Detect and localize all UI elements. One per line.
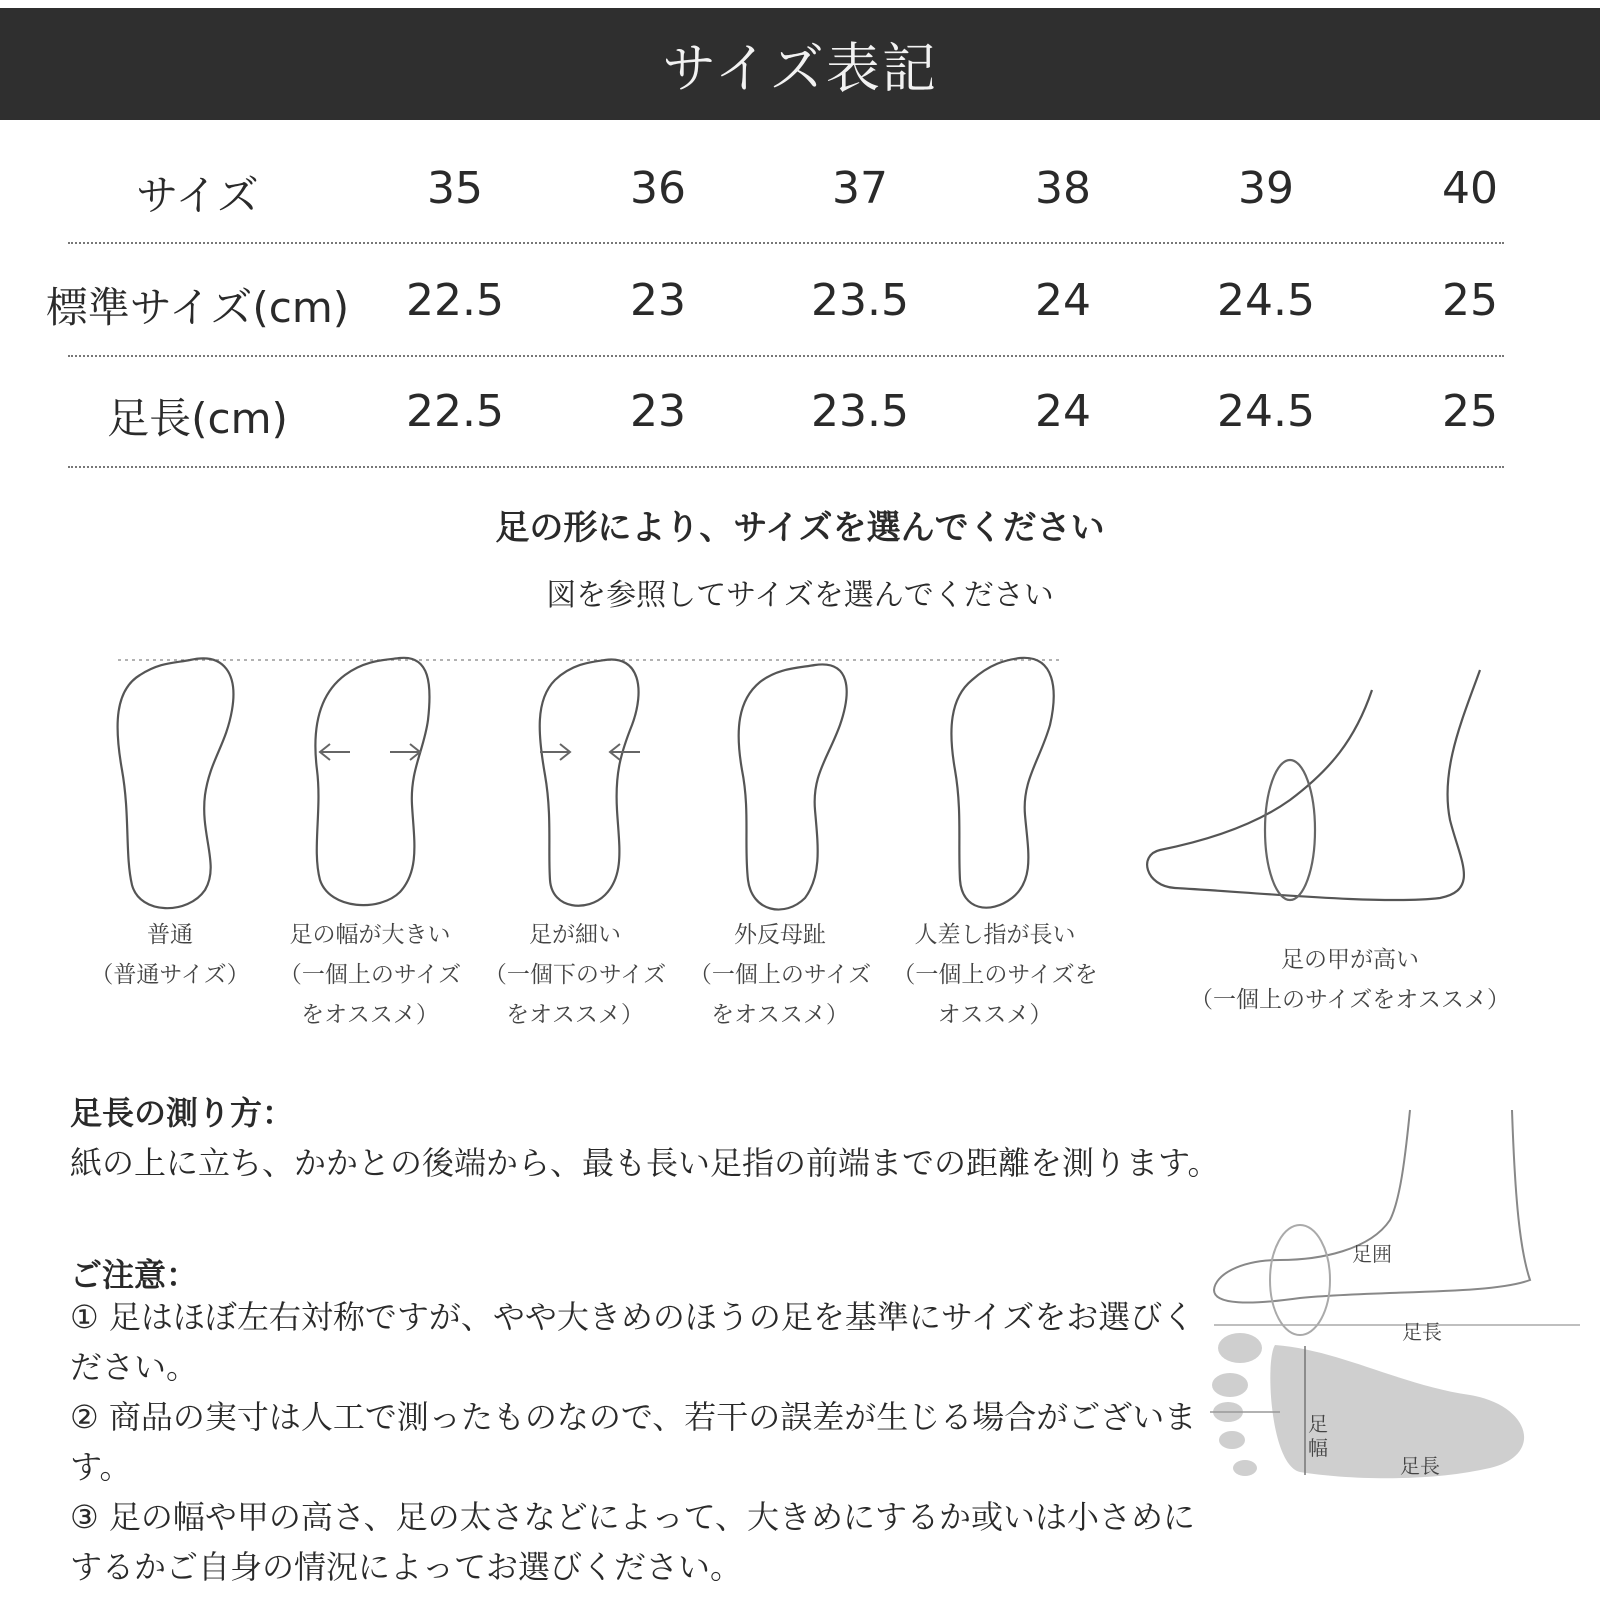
note-item: ① 足はほぼ左右対称ですが、やや大きめのほうの足を基準にサイズをお選びください。 <box>70 1298 1195 1386</box>
foot-type-name: 足の幅が大きい <box>289 922 451 948</box>
notes-title: ご注意： <box>70 1256 199 1294</box>
table-cell: 23.5 <box>811 275 909 326</box>
toe-print-icon <box>1219 1431 1245 1449</box>
table-cell: 23.5 <box>811 386 909 437</box>
table-cell: 24 <box>1035 386 1091 437</box>
foot-type-advice: （一個下のサイズをオススメ） <box>483 962 667 1028</box>
table-row <box>0 358 1600 468</box>
width-label: 足幅 <box>1308 1412 1328 1460</box>
arrow-right-icon <box>390 744 420 760</box>
foot-type-caption <box>1180 940 1520 1020</box>
table-cell: 39 <box>1238 163 1294 214</box>
table-cell: 24.5 <box>1217 275 1315 326</box>
table-cell: 25 <box>1442 275 1498 326</box>
toe-print-icon <box>1212 1373 1248 1397</box>
foot-type-caption <box>890 915 1100 1035</box>
length-label: 足長 <box>1402 1320 1442 1344</box>
table-row <box>0 247 1600 357</box>
note-item: ③ 足の幅や甲の高さ、足の太さなどによって、大きめにするか或いは小さめにするかご自身の情況によってお選びください。 <box>70 1498 1195 1586</box>
foot-type-name: 人差し指が長い <box>914 922 1076 948</box>
table-cell: 24 <box>1035 275 1091 326</box>
high-instep-foot-icon <box>1147 670 1480 900</box>
table-cell: 37 <box>832 163 888 214</box>
table-cell: 22.5 <box>406 386 504 437</box>
girth-label: 足囲 <box>1352 1242 1392 1266</box>
foot-type-name: 足が細い <box>529 922 621 948</box>
toe-print-icon <box>1218 1333 1262 1363</box>
toe-print-icon <box>1233 1460 1257 1476</box>
instep-girth-icon <box>1265 760 1315 900</box>
table-cell: 25 <box>1442 386 1498 437</box>
row-label: 標準サイズ(cm) <box>45 283 350 332</box>
header-bar <box>0 8 1600 120</box>
table-cell: 36 <box>630 163 686 214</box>
side-foot-icon <box>1214 1110 1530 1303</box>
table-row <box>0 135 1600 245</box>
foot-type-name: 外反母趾 <box>734 922 826 948</box>
guide-subheading: 図を参照してサイズを選んでください <box>546 578 1054 613</box>
arrow-left-icon <box>320 744 350 760</box>
foot-type-name: 足の甲が高い <box>1281 947 1419 973</box>
table-cell: 23 <box>630 275 686 326</box>
dotted-divider <box>68 355 1504 357</box>
dotted-divider <box>68 242 1504 244</box>
foot-type-advice: （普通サイズ） <box>90 962 250 988</box>
bunion-foot-icon <box>739 664 847 909</box>
measure-title: 足長の測り方： <box>70 1094 295 1132</box>
normal-foot-icon <box>118 658 234 908</box>
foot-girth-icon <box>1270 1225 1330 1335</box>
table-cell: 22.5 <box>406 275 504 326</box>
guide-heading: 足の形により、サイズを選んでください <box>495 508 1105 548</box>
note-item: ② 商品の実寸は人工で測ったものなので、若干の誤差が生じる場合がございます。 <box>70 1398 1197 1486</box>
row-label: サイズ <box>136 171 259 220</box>
sole-length-label: 足長 <box>1400 1454 1440 1478</box>
foot-type-caption <box>270 915 470 1035</box>
table-cell: 23 <box>630 386 686 437</box>
foot-type-advice: （一個上のサイズをオススメ） <box>688 962 872 1028</box>
row-label: 足長(cm) <box>107 394 288 443</box>
measure-text: 紙の上に立ち、かかとの後端から、最も長い足指の前端までの距離を測ります。 <box>70 1144 1220 1182</box>
dotted-divider <box>68 466 1504 468</box>
long-second-toe-foot-icon <box>951 658 1053 908</box>
narrow-foot-icon <box>540 660 639 906</box>
foot-type-name: 普通 <box>147 922 193 948</box>
foot-type-caption <box>680 915 880 1035</box>
foot-type-advice: （一個上のサイズをオススメ） <box>278 962 462 1028</box>
foot-type-caption <box>475 915 675 1035</box>
foot-type-caption <box>80 915 260 995</box>
arrow-right-icon <box>540 744 570 760</box>
table-cell: 35 <box>427 163 483 214</box>
foot-type-advice: （一個上のサイズをオススメ） <box>1190 987 1510 1013</box>
table-cell: 38 <box>1035 163 1091 214</box>
table-cell: 24.5 <box>1217 386 1315 437</box>
wide-foot-icon <box>315 658 429 905</box>
foot-types-illustration <box>0 630 1600 930</box>
table-cell: 40 <box>1442 163 1498 214</box>
foot-type-advice: （一個上のサイズをオススメ） <box>892 962 1098 1028</box>
page-title: サイズ表記 <box>662 36 938 100</box>
